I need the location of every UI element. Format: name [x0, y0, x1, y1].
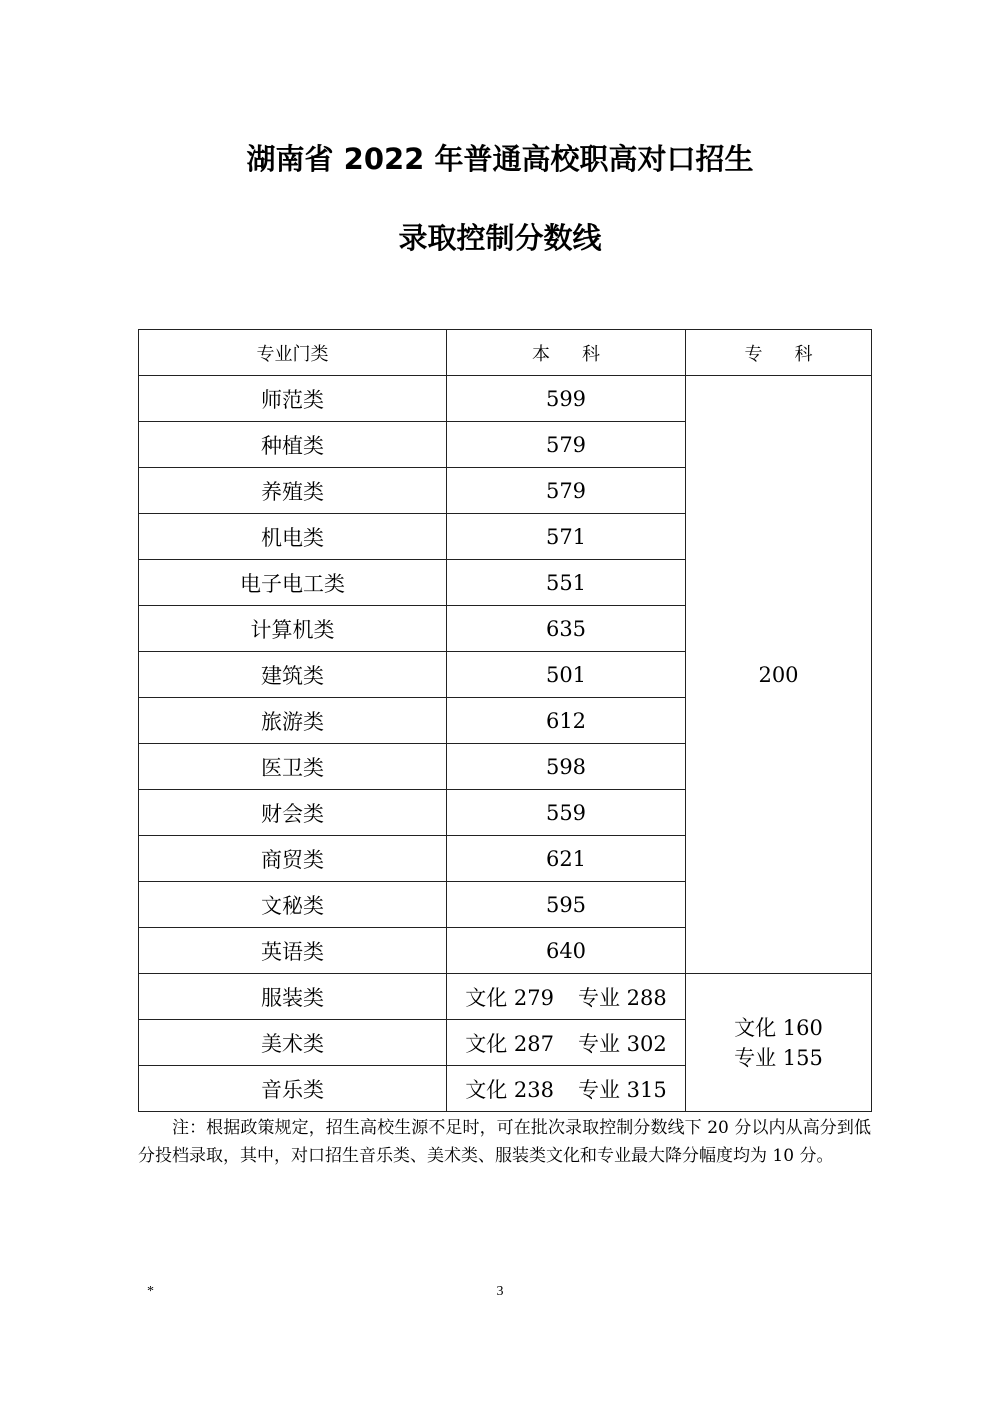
- category-cell: 旅游类: [139, 698, 447, 744]
- zhuanke-art-culture: 文化 160: [734, 1015, 823, 1040]
- benke-score-cell: 599: [447, 376, 686, 422]
- category-cell: 机电类: [139, 514, 447, 560]
- major-score: 专业 315: [578, 1077, 667, 1102]
- header-benke: [447, 330, 686, 376]
- category-cell: 计算机类: [139, 606, 447, 652]
- header-category: 专业门类: [139, 330, 447, 376]
- table-row: [139, 974, 872, 1020]
- score-table: [138, 329, 872, 1112]
- category-cell: 文秘类: [139, 882, 447, 928]
- category-cell: 财会类: [139, 790, 447, 836]
- zhuanke-general-score-cell: 200: [686, 376, 872, 974]
- benke-art-score-cell: [447, 1020, 686, 1066]
- table-row: [139, 376, 872, 422]
- benke-score-cell: 621: [447, 836, 686, 882]
- culture-score: 文化 287: [465, 1031, 554, 1056]
- footer-star: *: [147, 1284, 154, 1299]
- culture-score: 文化 238: [465, 1077, 554, 1102]
- zhuanke-art-major: 专业 155: [734, 1045, 823, 1070]
- benke-score-cell: 501: [447, 652, 686, 698]
- benke-score-cell: 571: [447, 514, 686, 560]
- benke-score-cell: 595: [447, 882, 686, 928]
- header-benke-char2: 科: [582, 343, 600, 365]
- category-cell: 电子电工类: [139, 560, 447, 606]
- category-cell: 商贸类: [139, 836, 447, 882]
- benke-score-cell: 598: [447, 744, 686, 790]
- category-cell: 服装类: [139, 974, 447, 1020]
- benke-score-cell: 559: [447, 790, 686, 836]
- policy-note: 注：根据政策规定，招生高校生源不足时，可在批次录取控制分数线下 20 分以内从高分到低分投档录取，其中，对口招生音乐类、美术类、服装类文化和专业最大降分幅度均为 10 分。: [138, 1118, 871, 1166]
- benke-score-cell: 612: [447, 698, 686, 744]
- major-score: 专业 302: [578, 1031, 667, 1056]
- major-score: 专业 288: [578, 985, 667, 1010]
- benke-art-score-cell: [447, 1066, 686, 1112]
- page-title-line2: 录取控制分数线: [398, 221, 602, 255]
- category-cell: 英语类: [139, 928, 447, 974]
- header-benke-char1: 本: [532, 343, 550, 365]
- category-cell: 音乐类: [139, 1066, 447, 1112]
- header-zhuanke-char2: 科: [794, 343, 813, 365]
- benke-score-cell: 579: [447, 468, 686, 514]
- category-cell: 建筑类: [139, 652, 447, 698]
- category-cell: 师范类: [139, 376, 447, 422]
- header-zhuanke: [686, 330, 872, 376]
- benke-score-cell: 635: [447, 606, 686, 652]
- culture-score: 文化 279: [465, 985, 554, 1010]
- benke-score-cell: 640: [447, 928, 686, 974]
- category-cell: 医卫类: [139, 744, 447, 790]
- zhuanke-art-score-cell: [686, 974, 872, 1112]
- benke-art-score-cell: [447, 974, 686, 1020]
- page-number: 3: [496, 1284, 504, 1299]
- benke-score-cell: 579: [447, 422, 686, 468]
- benke-score-cell: 551: [447, 560, 686, 606]
- page-title-line1: 湖南省 2022 年普通高校职高对口招生: [246, 142, 754, 176]
- table-header-row: [139, 330, 872, 376]
- header-zhuanke-char1: 专: [744, 343, 763, 365]
- category-cell: 养殖类: [139, 468, 447, 514]
- category-cell: 美术类: [139, 1020, 447, 1066]
- category-cell: 种植类: [139, 422, 447, 468]
